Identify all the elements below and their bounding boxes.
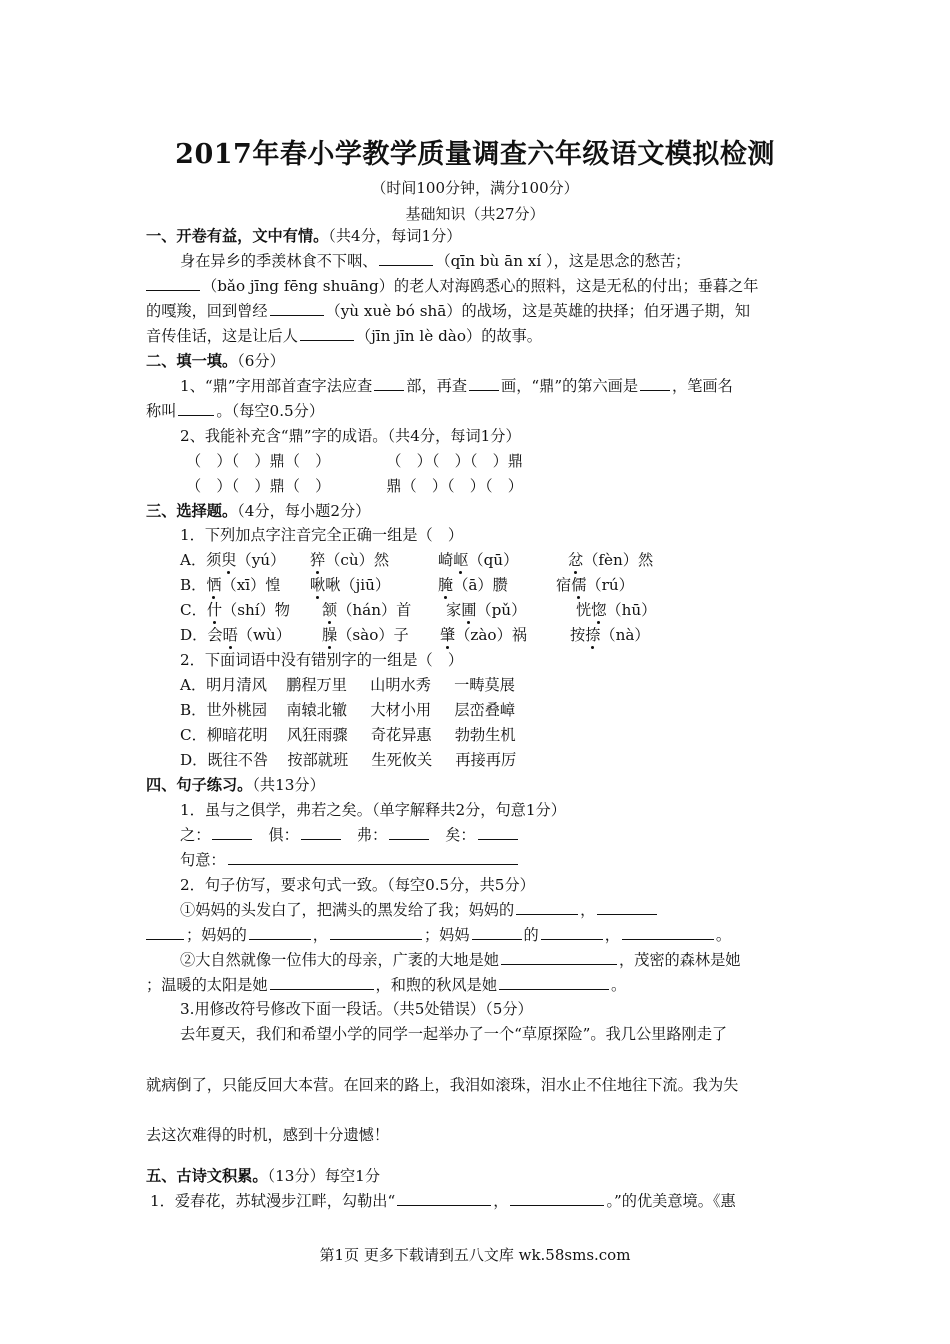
section-2-q1-cont (146, 400, 808, 422)
answer-blank[interactable] (374, 375, 404, 391)
text: （shí）物 (222, 601, 290, 619)
answer-blank[interactable] (300, 325, 354, 341)
section-1-line-3 (146, 300, 808, 322)
section-3-points: （4分，每小题2分） (237, 502, 371, 520)
part-title: 基础知识（共27分） (405, 205, 545, 223)
answer-blank[interactable] (640, 375, 670, 391)
text: B． (180, 576, 207, 594)
idiom-row-1 (186, 450, 808, 472)
text: 儒 (571, 576, 587, 594)
text: C． (180, 726, 207, 744)
pinyin-item (438, 549, 568, 571)
text: （rú） (586, 576, 634, 594)
text: 忿 (568, 551, 584, 569)
section-4-q1: 1．虽与之俱学，弗若之矣。（单字解释共2分，句意1分） (180, 801, 566, 819)
section-2-q1 (180, 375, 808, 397)
text: 1、“鼎”字用部首查字法应查 (180, 377, 373, 395)
imitation-line-4 (146, 974, 808, 996)
text: 猝 (310, 551, 326, 569)
text: 风狂雨骤 (286, 726, 348, 744)
section-5-heading (146, 1165, 808, 1187)
text: 啾 (310, 576, 326, 594)
section-5-q1 (150, 1190, 808, 1212)
text: 会 (207, 626, 223, 644)
text: ②大自然就像一位伟大的母亲，广袤的大地是她 (180, 951, 499, 969)
pinyin-item (438, 574, 556, 596)
text: A． (180, 676, 207, 694)
text: 层峦叠嶂 (454, 701, 516, 719)
text: 身在异乡的季羡林食不下咽、 (180, 252, 378, 270)
text: 按 (570, 626, 586, 644)
text: （nà） (600, 626, 650, 644)
text: D． (180, 626, 208, 644)
section-2-heading (146, 350, 808, 372)
text: （xī）惶 (221, 576, 281, 594)
page-title: 2017年春小学教学质量调查六年级语文模拟检测 (175, 139, 775, 170)
subtitle: （时间100分钟，满分100分） (371, 179, 579, 197)
page-footer: 第1页 更多下载请到五八文库 wk.58sms.com (319, 1246, 631, 1264)
section-5-points: （13分）每空1分 (267, 1167, 381, 1185)
text: 称叫 (146, 402, 177, 420)
edit-paragraph-line-1: 去年夏天，我们和希望小学的同学一起举办了一个“草原探险”。我几公里路刚走了 (180, 1025, 728, 1043)
pinyin-option-row (180, 549, 808, 571)
answer-blank[interactable] (178, 400, 214, 416)
text: 按部就班 (287, 751, 349, 769)
section-1-line-2 (146, 275, 808, 297)
answer-blank[interactable] (516, 899, 578, 915)
text: 圃 (461, 601, 477, 619)
text: （wù） (237, 626, 291, 644)
text: 柳暗花明 (206, 726, 268, 744)
text: 生死攸关 (371, 751, 433, 769)
text: （cù）然 (325, 551, 390, 569)
section-1-line-1 (180, 250, 808, 272)
section-1-title: 一、开卷有益，文中有情。 (146, 227, 329, 245)
answer-blank[interactable] (597, 899, 657, 915)
answer-blank[interactable] (330, 924, 422, 940)
section-2-q2: 2、我能补充含“鼎”字的成语。（共4分，每词1分） (180, 427, 521, 445)
text: 臊 (322, 626, 338, 644)
text: （jīn jīn lè dào）的故事。 (355, 327, 542, 345)
text: 勃勃生机 (454, 726, 516, 744)
text: 世外桃园 (206, 701, 268, 719)
text: 的嘎羧，回到曾经 (146, 302, 268, 320)
word-option-row (180, 674, 808, 696)
imitation-line-2 (146, 924, 808, 946)
answer-blank[interactable] (146, 924, 184, 940)
imitation-line-1 (180, 899, 808, 921)
text: ；妈妈 (423, 926, 470, 944)
idiom-blank[interactable]: （ ）（ ）鼎（ ） (186, 477, 331, 495)
text: 晤 (222, 626, 238, 644)
text: 弗： (356, 826, 388, 844)
text: 。”的优美意境。《惠 (606, 1192, 736, 1210)
pinyin-item (570, 626, 650, 644)
text: 句意： (180, 851, 226, 869)
section-4-points: （共13分） (252, 776, 325, 794)
text: （qīn bù ān xí ），这是思念的愁苦； (435, 252, 691, 270)
text: ，和煦的秋风是她 (375, 976, 497, 994)
text: 大材小用 (370, 701, 432, 719)
text: 。 (611, 976, 627, 994)
pinyin-item (180, 599, 322, 621)
text: 啾（jiū） (325, 576, 391, 594)
answer-blank[interactable] (510, 1190, 604, 1206)
pinyin-item (310, 549, 438, 571)
pinyin-item (576, 601, 656, 619)
imitation-line-3 (180, 949, 808, 971)
answer-blank[interactable] (270, 300, 324, 316)
pinyin-item (568, 551, 653, 569)
text: 肇 (440, 626, 456, 644)
text: 须 (206, 551, 222, 569)
answer-blank[interactable] (541, 924, 603, 940)
word-option-row (180, 749, 808, 771)
text: （pǔ） (476, 601, 527, 619)
text: 音传佳话，这是让后人 (146, 327, 298, 345)
text: B． (180, 701, 207, 719)
text: （zào）祸 (455, 626, 527, 644)
section-3-q2: 2．下面词语中没有错别字的一组是（ ） (180, 651, 464, 669)
section-4-title: 四、句子练习。 (146, 776, 253, 794)
text: 鹏程万里 (286, 676, 347, 694)
text: 捺 (585, 626, 601, 644)
text: （sào）子 (337, 626, 409, 644)
pinyin-item (180, 549, 310, 571)
answer-blank[interactable] (469, 375, 499, 391)
text: ， (312, 926, 328, 944)
pinyin-option-row (180, 599, 808, 621)
text: （yú） (236, 551, 286, 569)
section-1-heading (146, 225, 808, 247)
text: 腌 (438, 576, 454, 594)
pinyin-item (322, 624, 440, 646)
text: 奇花异惠 (370, 726, 432, 744)
pinyin-option-row (180, 624, 808, 646)
answer-blank[interactable] (397, 1190, 491, 1206)
answer-blank[interactable] (478, 824, 518, 840)
text: 惚 (591, 601, 607, 619)
text: ，茂密的森林是她 (618, 951, 741, 969)
text: （bǎo jīng fēng shuāng）的老人对海鸥悉心的照料，这是无私的付出；垂暮之年 (202, 277, 759, 295)
section-4-heading (146, 774, 808, 796)
text: ， (493, 1192, 509, 1210)
section-3-heading (146, 500, 808, 522)
text: C． (180, 601, 207, 619)
text: 什 (206, 601, 222, 619)
text: 部，再查 (406, 377, 468, 395)
text: 明月清风 (206, 676, 267, 694)
answer-blank[interactable] (389, 824, 429, 840)
text: 颔 (322, 601, 338, 619)
text: ， (604, 926, 620, 944)
text: （yù xuè bó shā）的战场，这是英雄的抉择；伯牙遇子期，知 (325, 302, 751, 320)
edit-paragraph-line-3: 去这次难得的时机，感到十分遗憾！ (146, 1126, 389, 1144)
text: 山明水秀 (370, 676, 431, 694)
section-2-title: 二、填一填。 (146, 352, 238, 370)
answer-blank[interactable] (622, 924, 714, 940)
answer-blank[interactable] (301, 824, 341, 840)
word-meaning-row (180, 824, 808, 846)
text: ， (580, 901, 596, 919)
answer-blank[interactable] (212, 824, 252, 840)
text: ，笔画名 (672, 377, 733, 395)
text: D． (180, 751, 208, 769)
pinyin-item (446, 599, 576, 621)
answer-blank[interactable] (472, 924, 522, 940)
section-3-title: 三、选择题。 (146, 502, 238, 520)
text: 1．爱春花，苏轼漫步江畔，勾勒出“ (150, 1192, 396, 1210)
text: 。（每空0.5分） (216, 402, 325, 420)
text: 宿 (556, 576, 572, 594)
pinyin-item (310, 574, 438, 596)
text: A． (180, 551, 207, 569)
section-5-title: 五、古诗文积累。 (146, 1167, 268, 1185)
text: 恓 (206, 576, 222, 594)
pinyin-item (440, 624, 570, 646)
text: 岖 (453, 551, 469, 569)
idiom-blank[interactable]: （ ）（ ）（ ）鼎 (386, 452, 523, 470)
edit-paragraph-line-2: 就病倒了，只能反回大本营。在回来的路上，我泪如滚珠，泪水止不住地往下流。我为失 (146, 1076, 739, 1094)
text: 臾 (221, 551, 237, 569)
text: 崎 (438, 551, 454, 569)
text: （qū） (468, 551, 519, 569)
idiom-row-2 (186, 475, 808, 497)
idiom-blank[interactable]: 鼎（ ）（ ）（ ） (386, 477, 523, 495)
section-2-points: （6分） (237, 352, 285, 370)
text: ；温暖的太阳是她 (146, 976, 268, 994)
text: （hán）首 (337, 601, 412, 619)
text: 俱： (268, 826, 299, 844)
answer-blank[interactable] (501, 949, 617, 965)
section-1-line-4 (146, 325, 808, 347)
section-1-points: （共4分，每词1分） (328, 227, 462, 245)
text: ①妈妈的头发白了，把满头的黑发给了我；妈妈的 (180, 901, 515, 919)
pinyin-option-row (180, 574, 808, 596)
sentence-meaning-row (180, 849, 808, 871)
pinyin-item (556, 576, 634, 594)
text: 画，“鼎”的第六画是 (501, 377, 639, 395)
text: （fèn）然 (583, 551, 654, 569)
section-3-q1: 1．下列加点字注音完全正确一组是（ ） (180, 526, 464, 544)
text: 南辕北辙 (286, 701, 348, 719)
text: 一畴莫展 (454, 676, 515, 694)
section-4-q3: 3.用修改符号修改下面一段话。（共5处错误）（5分） (180, 1000, 533, 1018)
answer-blank[interactable] (249, 924, 311, 940)
word-option-row (180, 699, 808, 721)
text: 再接再厉 (455, 751, 517, 769)
answer-blank[interactable] (228, 849, 518, 865)
pinyin-item (322, 599, 446, 621)
answer-blank[interactable] (499, 974, 609, 990)
word-option-row (180, 724, 808, 746)
pinyin-item (180, 624, 322, 646)
text: 恍 (576, 601, 592, 619)
text: 矣： (445, 826, 476, 844)
answer-blank[interactable] (146, 275, 200, 291)
text: 之： (180, 826, 211, 844)
text: （hū） (606, 601, 657, 619)
section-4-q2: 2．句子仿写，要求句式一致。（每空0.5分，共5分） (180, 876, 535, 894)
text: （ā）臜 (453, 576, 508, 594)
answer-blank[interactable] (270, 974, 374, 990)
answer-blank[interactable] (379, 250, 433, 266)
text: 。 (715, 926, 732, 944)
text: ；妈妈的 (186, 926, 247, 944)
pinyin-item (180, 574, 310, 596)
idiom-blank[interactable]: （ ）（ ）鼎（ ） (186, 452, 331, 470)
text: 既往不咎 (207, 751, 269, 769)
text: 的 (523, 926, 539, 944)
text: 家 (446, 601, 462, 619)
